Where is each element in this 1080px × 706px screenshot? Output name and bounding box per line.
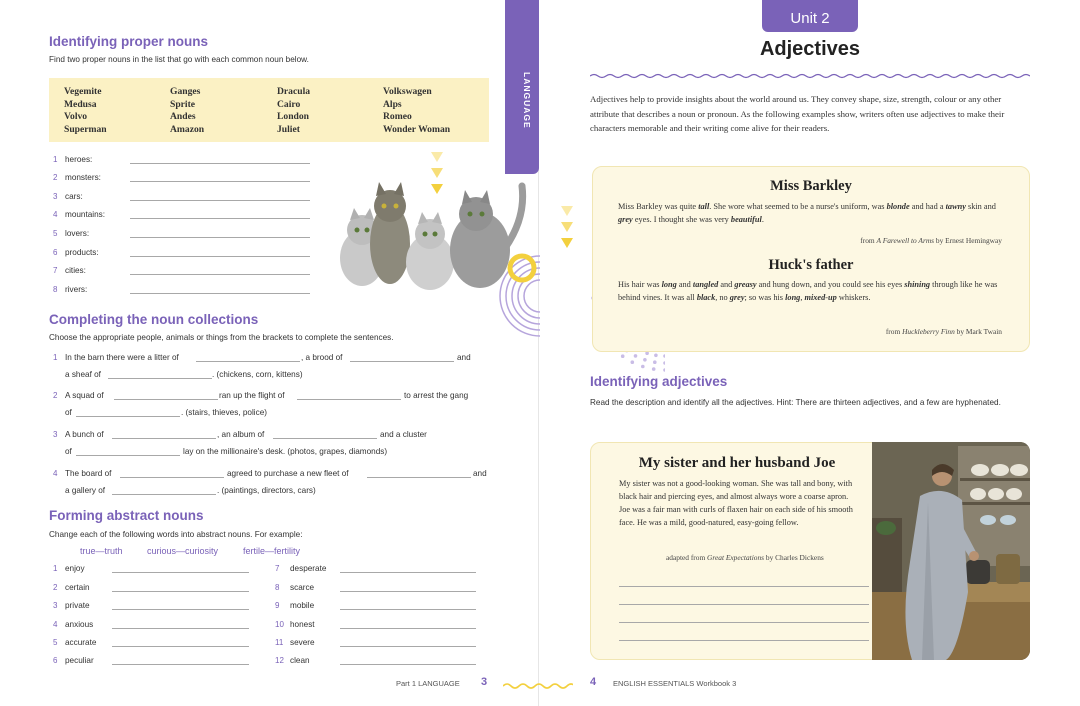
text-run: . She wore what seemed to be a nurse's uniform, was xyxy=(709,202,887,211)
answer-line[interactable] xyxy=(112,646,249,647)
answer-line[interactable] xyxy=(350,361,454,362)
answer-line[interactable] xyxy=(367,477,471,478)
text-run: eyes. I thought she was very xyxy=(632,215,731,224)
noun-item: Amazon xyxy=(170,123,205,135)
answer-line[interactable] xyxy=(297,399,401,400)
abstract-noun-item: 9 mobile xyxy=(275,601,315,610)
noun-item: Sprite xyxy=(170,98,196,110)
answer-item: 1 heroes: xyxy=(53,155,93,164)
word-label: mobile xyxy=(290,601,315,610)
answer-line[interactable] xyxy=(340,664,476,665)
section-heading-identifying-adjectives: Identifying adjectives xyxy=(590,374,728,389)
section-instruction: Choose the appropriate people, animals or things from the brackets to complete the sentences. xyxy=(49,333,394,342)
noun-item: Superman xyxy=(64,123,107,135)
item-label: monsters: xyxy=(65,173,101,182)
section-instruction: Change each of the following words into abstract nouns. For example: xyxy=(49,530,303,539)
page-number: 3 xyxy=(481,676,488,688)
adjective-highlight: tall xyxy=(698,202,710,211)
abstract-noun-item: 8 scarce xyxy=(275,583,315,592)
answer-line[interactable] xyxy=(112,494,216,495)
text-run: whiskers. xyxy=(836,293,871,302)
abstract-noun-item: 6 peculiar xyxy=(53,656,94,665)
adjective-highlight: long xyxy=(785,293,801,302)
word-label: severe xyxy=(290,638,315,647)
answer-line[interactable] xyxy=(340,646,476,647)
abstract-noun-item: 4 anxious xyxy=(53,620,94,629)
section-heading-noun-collections: Completing the noun collections xyxy=(49,312,259,327)
noun-item: Andes xyxy=(170,111,196,122)
footer-brand: ENGLISH ESSENTIALS Workbook 3 xyxy=(613,679,737,688)
item-label: cars: xyxy=(65,192,83,201)
answer-line[interactable] xyxy=(130,293,310,294)
abstract-noun-item: 12 clean xyxy=(275,656,310,665)
adjective-highlight: beautiful xyxy=(730,215,762,224)
text-run: and xyxy=(676,280,693,289)
abstract-noun-item: 2 certain xyxy=(53,583,90,592)
text-run: and hung down, and you could see his eyes xyxy=(756,280,905,289)
section-heading-proper-nouns: Identifying proper nouns xyxy=(49,34,208,49)
word-label: anxious xyxy=(65,620,94,629)
answer-line[interactable] xyxy=(112,664,249,665)
noun-item: Ganges xyxy=(170,86,201,97)
answer-item: 5 lovers: xyxy=(53,229,90,238)
answer-line[interactable] xyxy=(130,163,310,164)
item-label: cities: xyxy=(65,266,86,275)
answer-line[interactable] xyxy=(112,591,249,592)
intro-paragraph: Adjectives help to provide insights about the world around us. They convey shape, size, strength, colour or any other attribute that describes a noun or pronoun. As the following examples show, writers often use adjectives to make their characters memorable and their writing come alive for their readers. xyxy=(590,94,1005,133)
item-label: rivers: xyxy=(65,285,88,294)
item-label: heroes: xyxy=(65,155,93,164)
noun-column xyxy=(170,86,204,136)
answer-item: 4 mountains: xyxy=(53,210,106,219)
triangle-decoration xyxy=(561,206,573,216)
answer-line[interactable] xyxy=(273,438,377,439)
answer-line[interactable] xyxy=(619,586,869,587)
adjective-highlight: black xyxy=(696,293,716,302)
abstract-noun-item: 1 enjoy xyxy=(53,564,85,573)
item-label: mountains: xyxy=(65,210,106,219)
answer-item: 7 cities: xyxy=(53,266,86,275)
unit-badge: Unit 2 xyxy=(762,0,858,32)
adjective-highlight: grey xyxy=(729,293,745,302)
answer-line[interactable] xyxy=(120,477,224,478)
text-run: , no xyxy=(715,293,730,302)
noun-item: Wonder Woman xyxy=(383,123,451,135)
abstract-noun-item: 11 severe xyxy=(275,638,315,647)
answer-line[interactable] xyxy=(108,378,212,379)
answer-item: 8 rivers: xyxy=(53,285,88,294)
answer-line[interactable] xyxy=(340,609,476,610)
language-tab-label: LANGUAGE xyxy=(522,72,532,129)
answer-line[interactable] xyxy=(196,361,300,362)
word-label: peculiar xyxy=(65,656,94,665)
item-label: lovers: xyxy=(65,229,90,238)
answer-line[interactable] xyxy=(76,416,180,417)
adjective-highlight: shining xyxy=(904,280,931,289)
text-run: . xyxy=(761,215,764,224)
answer-line[interactable] xyxy=(112,628,249,629)
adjective-highlight: tangled xyxy=(692,280,719,289)
answer-line[interactable] xyxy=(130,256,310,257)
word-label: accurate xyxy=(65,638,97,647)
noun-item: Alps xyxy=(383,98,402,110)
abstract-noun-item: 5 accurate xyxy=(53,638,97,647)
answer-item: 3 cars: xyxy=(53,192,83,201)
adjective-highlight: mixed-up xyxy=(804,293,837,302)
triangle-decoration xyxy=(561,238,573,248)
answer-line[interactable] xyxy=(619,604,869,605)
noun-column xyxy=(277,86,310,136)
answer-line[interactable] xyxy=(112,609,249,610)
text-run: and xyxy=(718,280,735,289)
noun-item: Juliet xyxy=(277,123,300,135)
noun-item: Cairo xyxy=(277,98,301,110)
noun-column xyxy=(383,86,450,136)
word-label: scarce xyxy=(290,583,315,592)
text-run: skin and xyxy=(965,202,996,211)
triangle-decoration xyxy=(431,152,443,162)
noun-item: Vegemite xyxy=(64,86,102,97)
text-run: ; so was his xyxy=(744,293,786,302)
noun-item: Volvo xyxy=(64,111,88,122)
abstract-noun-item: 10 honest xyxy=(275,620,315,629)
answer-line[interactable] xyxy=(130,274,310,275)
example-pair: curious—curiosity xyxy=(147,546,219,556)
triangle-decoration xyxy=(561,222,573,232)
quote-paragraph xyxy=(618,200,1002,226)
answer-line[interactable] xyxy=(130,218,310,219)
noun-item: Romeo xyxy=(383,111,412,122)
answer-line[interactable] xyxy=(619,622,869,623)
exercise-heading: My sister and her husband Joe xyxy=(638,455,836,471)
page-title: Adjectives xyxy=(759,38,861,60)
triangle-decoration xyxy=(431,168,443,178)
answer-item: 6 products: xyxy=(53,248,99,257)
word-label: clean xyxy=(290,656,310,665)
text-run: His hair was xyxy=(618,280,662,289)
text-run: Miss Barkley was quite xyxy=(618,202,699,211)
page-number: 4 xyxy=(590,676,597,688)
answer-line[interactable] xyxy=(340,572,476,573)
adjective-highlight: grey xyxy=(618,215,633,224)
answer-line[interactable] xyxy=(340,628,476,629)
noun-item: Dracula xyxy=(277,86,311,97)
answer-line[interactable] xyxy=(76,455,180,456)
abstract-noun-item: 3 private xyxy=(53,601,90,610)
adjective-highlight: blonde xyxy=(886,202,910,211)
exercise-source: adapted from Great Expectations by Charles Dickens xyxy=(666,553,824,562)
adjective-highlight: greasy xyxy=(734,280,757,289)
section-instruction: Read the description and identify all the adjectives. Hint: There are thirteen adjectives, and a few are hyphenated. xyxy=(590,398,1001,407)
answer-line[interactable] xyxy=(130,237,310,238)
word-label: honest xyxy=(290,620,315,629)
noun-item: Volkswagen xyxy=(383,86,432,97)
answer-line[interactable] xyxy=(114,399,218,400)
kitchen-painting xyxy=(872,442,1030,660)
word-label: certain xyxy=(65,583,90,592)
wavy-rule-decoration xyxy=(503,682,573,690)
answer-item: 2 monsters: xyxy=(53,173,101,182)
example-pair: fertile—fertility xyxy=(243,546,301,556)
section-heading-abstract-nouns: Forming abstract nouns xyxy=(49,508,204,523)
abstract-noun-item: 7 desperate xyxy=(275,564,327,573)
word-label: private xyxy=(65,601,90,610)
text-run: , xyxy=(800,293,805,302)
answer-line[interactable] xyxy=(112,572,249,573)
footer-part-label: Part 1 LANGUAGE xyxy=(396,679,460,688)
answer-line[interactable] xyxy=(340,591,476,592)
text-run: and had a xyxy=(909,202,946,211)
answer-line[interactable] xyxy=(130,181,310,182)
noun-item: Medusa xyxy=(64,98,97,110)
noun-item: London xyxy=(277,111,309,122)
quote-source: from A Farewell to Arms by Ernest Hemingway xyxy=(860,236,1002,245)
word-label: desperate xyxy=(290,564,327,573)
answer-line[interactable] xyxy=(619,640,869,641)
section-instruction: Find two proper nouns in the list that go with each common noun below. xyxy=(49,55,309,64)
proper-noun-list-box xyxy=(49,78,489,142)
example-pair: true—truth xyxy=(80,546,123,556)
answer-line[interactable] xyxy=(112,438,216,439)
quote-paragraph xyxy=(618,278,1002,304)
quote-heading: Miss Barkley xyxy=(770,178,852,194)
adjective-highlight: tawny xyxy=(945,202,966,211)
quote-source: from Huckleberry Finn by Mark Twain xyxy=(885,327,1002,336)
answer-line[interactable] xyxy=(130,200,310,201)
adjective-highlight: long xyxy=(661,280,677,289)
quote-heading: Huck's father xyxy=(768,257,854,273)
text-run: through like he was behind vines. It was all xyxy=(618,280,998,302)
item-label: products: xyxy=(65,248,99,257)
wavy-rule-decoration xyxy=(590,73,1030,79)
noun-column xyxy=(64,86,107,136)
word-label: enjoy xyxy=(65,564,85,573)
exercise-paragraph: My sister was not a good-looking woman. She was tall and bony, with black hair and piercing eyes, and almost always wore a coarse apron. Joe was a fair man with curls of flaxen hair on each side of his smooth face. He was a mild, good-natured, easy-going fellow. xyxy=(619,479,853,527)
circle-decoration xyxy=(460,250,540,340)
